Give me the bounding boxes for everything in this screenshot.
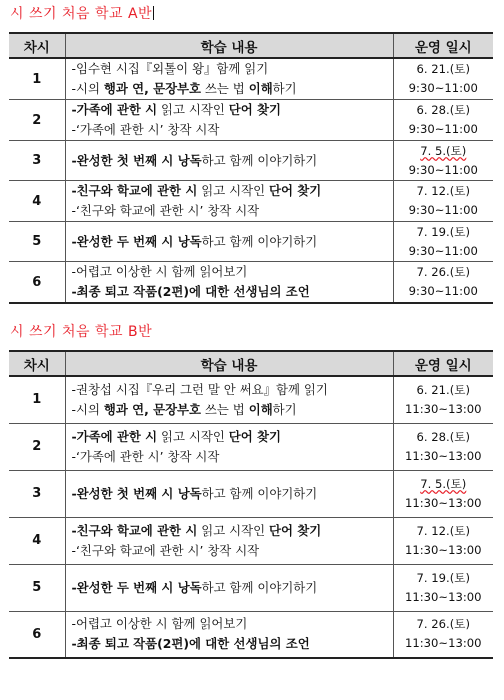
session-time: 9:30~11:00 bbox=[408, 122, 478, 136]
content-line bbox=[72, 541, 393, 561]
session-number: 2 bbox=[9, 423, 65, 470]
content-text: -‘친구와 학교에 관한 시’ 창작 시작 bbox=[71, 542, 260, 558]
schedule-datetime bbox=[393, 470, 493, 517]
table-row bbox=[9, 181, 493, 222]
content-text: -‘가족에 관한 시’ 창작 시작 bbox=[71, 122, 220, 137]
content-emphasis: -친구와 학교에 관한 시 bbox=[71, 522, 198, 538]
table-row bbox=[9, 470, 493, 517]
session-time: 11:30~13:00 bbox=[404, 542, 482, 557]
header-datetime: 운영 일시 bbox=[393, 33, 493, 58]
session-time: 11:30~13:00 bbox=[404, 448, 482, 463]
schedule-datetime bbox=[393, 141, 493, 181]
learning-content bbox=[65, 181, 393, 222]
session-time: 9:30~11:00 bbox=[408, 243, 478, 258]
session-time: 9:30~11:00 bbox=[408, 162, 478, 177]
learning-content bbox=[65, 611, 393, 658]
content-line bbox=[72, 447, 393, 467]
session-date: 7. 5.(토) bbox=[420, 476, 467, 491]
content-emphasis: -가족에 관한 시 bbox=[71, 102, 158, 117]
session-time: 11:30~13:00 bbox=[404, 401, 482, 416]
content-text: 하고 함께 이야기하기 bbox=[201, 485, 318, 501]
table-row bbox=[9, 58, 493, 100]
table-row bbox=[9, 376, 493, 423]
content-emphasis: -친구와 학교에 관한 시 bbox=[71, 183, 198, 198]
content-emphasis: 단어 찾기 bbox=[268, 522, 322, 538]
content-text: -어렵고 이상한 시 함께 읽어보기 bbox=[71, 616, 248, 632]
table-body bbox=[9, 58, 493, 303]
content-line bbox=[72, 181, 393, 201]
session-number: 3 bbox=[9, 470, 65, 517]
content-line bbox=[72, 100, 393, 120]
content-text: -‘가족에 관한 시’ 창작 시작 bbox=[71, 448, 220, 464]
learning-content bbox=[65, 423, 393, 470]
content-line bbox=[72, 120, 393, 140]
session-time: 11:30~13:00 bbox=[404, 636, 482, 651]
session-date: 7. 12.(토) bbox=[416, 523, 470, 538]
session-number: 4 bbox=[9, 517, 65, 564]
header-session: 차시 bbox=[9, 33, 65, 58]
content-text: 하기 bbox=[272, 81, 297, 96]
schedule-datetime bbox=[393, 517, 493, 564]
content-line bbox=[72, 380, 393, 400]
content-line bbox=[72, 427, 393, 447]
table-row bbox=[9, 100, 493, 141]
session-number: 6 bbox=[9, 611, 65, 658]
schedule-datetime bbox=[393, 611, 493, 658]
content-line bbox=[72, 59, 393, 79]
session-date: 7. 26.(토) bbox=[416, 265, 470, 279]
content-text: -권창섭 시집『우리 그런 말 안 써요』함께 읽기 bbox=[71, 381, 328, 397]
session-number: 5 bbox=[9, 564, 65, 611]
content-emphasis: 행과 연, 문장부호 bbox=[103, 401, 201, 417]
content-emphasis: -가족에 관한 시 bbox=[71, 428, 158, 444]
session-time: 11:30~13:00 bbox=[404, 589, 482, 604]
section-title-a bbox=[10, 6, 154, 22]
content-text: 하기 bbox=[272, 401, 297, 417]
content-emphasis: -최종 퇴고 작품(2편)에 대한 선생님의 조언 bbox=[71, 636, 310, 652]
session-date: 7. 19.(토) bbox=[416, 224, 470, 239]
content-line bbox=[72, 262, 393, 282]
schedule-datetime bbox=[393, 376, 493, 423]
content-text: 읽고 시작인 bbox=[157, 102, 229, 117]
content-emphasis: 낭독 bbox=[177, 233, 202, 249]
session-number: 2 bbox=[9, 100, 65, 141]
content-emphasis: 행과 연, 문장부호 bbox=[103, 81, 201, 96]
content-emphasis: 낭독 bbox=[177, 485, 202, 501]
session-time: 9:30~11:00 bbox=[408, 284, 478, 298]
content-line bbox=[72, 282, 393, 302]
content-emphasis: 단어 찾기 bbox=[228, 102, 281, 117]
table-row bbox=[9, 222, 493, 262]
content-emphasis: 단어 찾기 bbox=[228, 428, 281, 444]
content-text: 하고 함께 이야기하기 bbox=[201, 152, 318, 168]
schedule-datetime bbox=[393, 222, 493, 262]
session-date: 6. 21.(토) bbox=[416, 382, 470, 397]
content-text: -‘친구와 학교에 관한 시’ 창작 시작 bbox=[71, 203, 260, 218]
learning-content bbox=[65, 262, 393, 304]
content-text: 하고 함께 이야기하기 bbox=[201, 233, 318, 249]
learning-content bbox=[65, 58, 393, 100]
content-text: -임수현 시집『외톨이 왕』함께 읽기 bbox=[71, 61, 269, 76]
content-text: 읽고 시작인 bbox=[197, 183, 269, 198]
schedule-table-b bbox=[9, 350, 493, 659]
schedule-datetime bbox=[393, 181, 493, 222]
content-line bbox=[72, 521, 393, 541]
session-date: 7. 26.(토) bbox=[416, 617, 470, 632]
content-emphasis: -완성한 첫 번째 시 bbox=[71, 152, 178, 168]
learning-content bbox=[65, 564, 393, 611]
session-date: 6. 28.(토) bbox=[416, 103, 470, 117]
learning-content bbox=[65, 376, 393, 423]
session-number: 4 bbox=[9, 181, 65, 222]
schedule-datetime bbox=[393, 262, 493, 304]
session-date: 6. 21.(토) bbox=[416, 62, 470, 76]
content-emphasis: 낭독 bbox=[177, 579, 202, 595]
session-date: 7. 5.(토) bbox=[420, 143, 467, 158]
table-row bbox=[9, 423, 493, 470]
content-text: 하고 함께 이야기하기 bbox=[201, 579, 318, 595]
header-content: 학습 내용 bbox=[65, 33, 393, 58]
header-row bbox=[9, 33, 493, 58]
content-emphasis: 이해 bbox=[248, 401, 273, 417]
learning-content bbox=[65, 222, 393, 262]
schedule-table-a bbox=[9, 32, 493, 304]
table-row bbox=[9, 262, 493, 304]
content-line bbox=[72, 232, 393, 252]
session-number: 1 bbox=[9, 58, 65, 100]
session-date: 7. 12.(토) bbox=[416, 184, 470, 198]
content-text: -시의 bbox=[71, 81, 104, 96]
content-emphasis: -완성한 첫 번째 시 bbox=[71, 485, 178, 501]
session-number: 3 bbox=[9, 141, 65, 181]
session-number: 5 bbox=[9, 222, 65, 262]
session-time: 11:30~13:00 bbox=[404, 495, 482, 510]
header-row bbox=[9, 351, 493, 376]
content-text: 읽고 시작인 bbox=[197, 522, 269, 538]
content-text: -시의 bbox=[71, 401, 104, 417]
content-text: -어렵고 이상한 시 함께 읽어보기 bbox=[71, 264, 248, 279]
header-session: 차시 bbox=[9, 351, 65, 376]
content-emphasis: -완성한 두 번째 시 bbox=[71, 233, 178, 249]
table-row bbox=[9, 517, 493, 564]
schedule-datetime bbox=[393, 100, 493, 141]
content-line bbox=[72, 79, 393, 99]
learning-content bbox=[65, 100, 393, 141]
session-date: 7. 19.(토) bbox=[416, 570, 470, 585]
session-time: 9:30~11:00 bbox=[408, 81, 478, 95]
learning-content bbox=[65, 470, 393, 517]
section-title-a-text: 시 쓰기 처음 학교 A반 bbox=[10, 6, 153, 22]
content-line bbox=[72, 614, 393, 634]
learning-content bbox=[65, 141, 393, 181]
content-line bbox=[72, 634, 393, 654]
table-body bbox=[9, 376, 493, 658]
content-line bbox=[72, 578, 393, 598]
schedule-datetime bbox=[393, 564, 493, 611]
header-content: 학습 내용 bbox=[65, 351, 393, 376]
content-emphasis: -완성한 두 번째 시 bbox=[71, 579, 178, 595]
table-row bbox=[9, 611, 493, 658]
section-title-b-text: 시 쓰기 처음 학교 B반 bbox=[10, 324, 153, 340]
schedule-datetime bbox=[393, 58, 493, 100]
content-line bbox=[72, 201, 393, 221]
session-time: 9:30~11:00 bbox=[408, 203, 478, 217]
text-cursor bbox=[153, 6, 154, 20]
content-line bbox=[72, 484, 393, 504]
content-line bbox=[72, 400, 393, 420]
session-number: 6 bbox=[9, 262, 65, 304]
content-emphasis: 단어 찾기 bbox=[268, 183, 322, 198]
table-row bbox=[9, 564, 493, 611]
header-datetime: 운영 일시 bbox=[393, 351, 493, 376]
learning-content bbox=[65, 517, 393, 564]
session-number: 1 bbox=[9, 376, 65, 423]
content-text: 쓰는 법 bbox=[200, 81, 249, 96]
schedule-datetime bbox=[393, 423, 493, 470]
content-emphasis: -최종 퇴고 작품(2편)에 대한 선생님의 조언 bbox=[71, 284, 310, 299]
session-date: 6. 28.(토) bbox=[416, 429, 470, 444]
content-line bbox=[72, 151, 393, 171]
table-row bbox=[9, 141, 493, 181]
content-emphasis: 낭독 bbox=[177, 152, 202, 168]
section-title-b bbox=[10, 324, 152, 340]
content-text: 읽고 시작인 bbox=[157, 428, 229, 444]
content-text: 쓰는 법 bbox=[200, 401, 249, 417]
content-emphasis: 이해 bbox=[248, 81, 273, 96]
